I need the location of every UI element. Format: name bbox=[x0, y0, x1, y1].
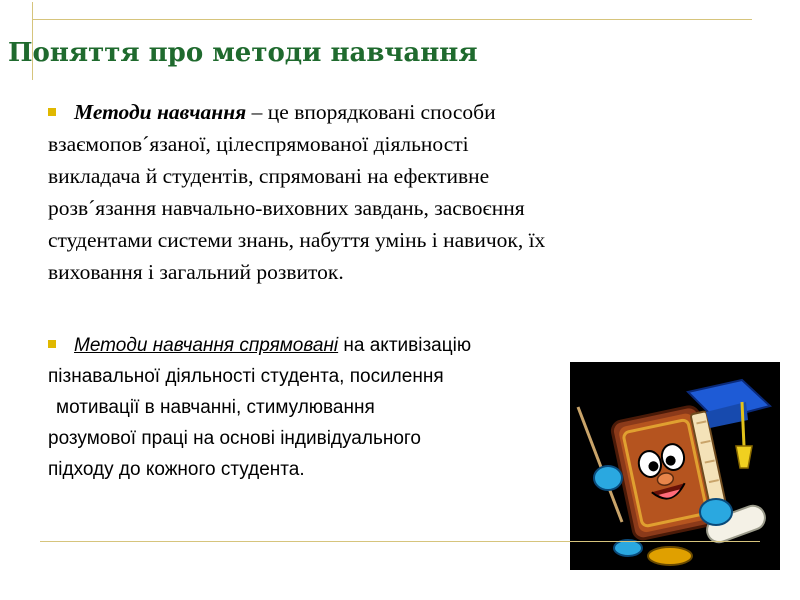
definition-line-6: виховання і загальний розвиток. bbox=[48, 260, 344, 284]
definition-text: – це впорядковані способи bbox=[246, 100, 496, 124]
purpose-text: на активізацію bbox=[338, 335, 472, 356]
purpose-line-1 bbox=[48, 330, 608, 361]
definition-paragraph bbox=[48, 96, 688, 288]
top-divider bbox=[32, 19, 752, 20]
slide-title: Поняття про методи навчання bbox=[8, 38, 478, 68]
bullet-icon bbox=[48, 340, 56, 348]
definition-line-5: студентами системи знань, набуття умінь і навичок, їх bbox=[48, 228, 546, 252]
purpose-line-4: розумової праці на основі індивідуального bbox=[48, 428, 421, 449]
definition-term: Методи навчання bbox=[74, 100, 247, 124]
purpose-line-3: мотивації в навчанні, стимулювання bbox=[56, 397, 375, 418]
purpose-line-5: підходу до кожного студента. bbox=[48, 459, 305, 480]
definition-line-4: розв´язання навчально-виховних завдань, засвоєння bbox=[48, 196, 525, 220]
definition-line-3: викладача й студентів, спрямовані на ефективне bbox=[48, 164, 490, 188]
purpose-term: Методи навчання спрямовані bbox=[74, 335, 339, 356]
purpose-paragraph bbox=[48, 330, 608, 485]
bottom-divider bbox=[40, 541, 760, 542]
definition-line-2: взаємопов´язаної, цілеспрямованої діяльності bbox=[48, 132, 469, 156]
definition-line-1 bbox=[48, 96, 688, 128]
purpose-line-2: пізнавальної діяльності студента, посилення bbox=[48, 366, 444, 387]
cartoon-book-with-graduation-cap-icon bbox=[570, 362, 780, 570]
bullet-icon bbox=[48, 108, 56, 116]
